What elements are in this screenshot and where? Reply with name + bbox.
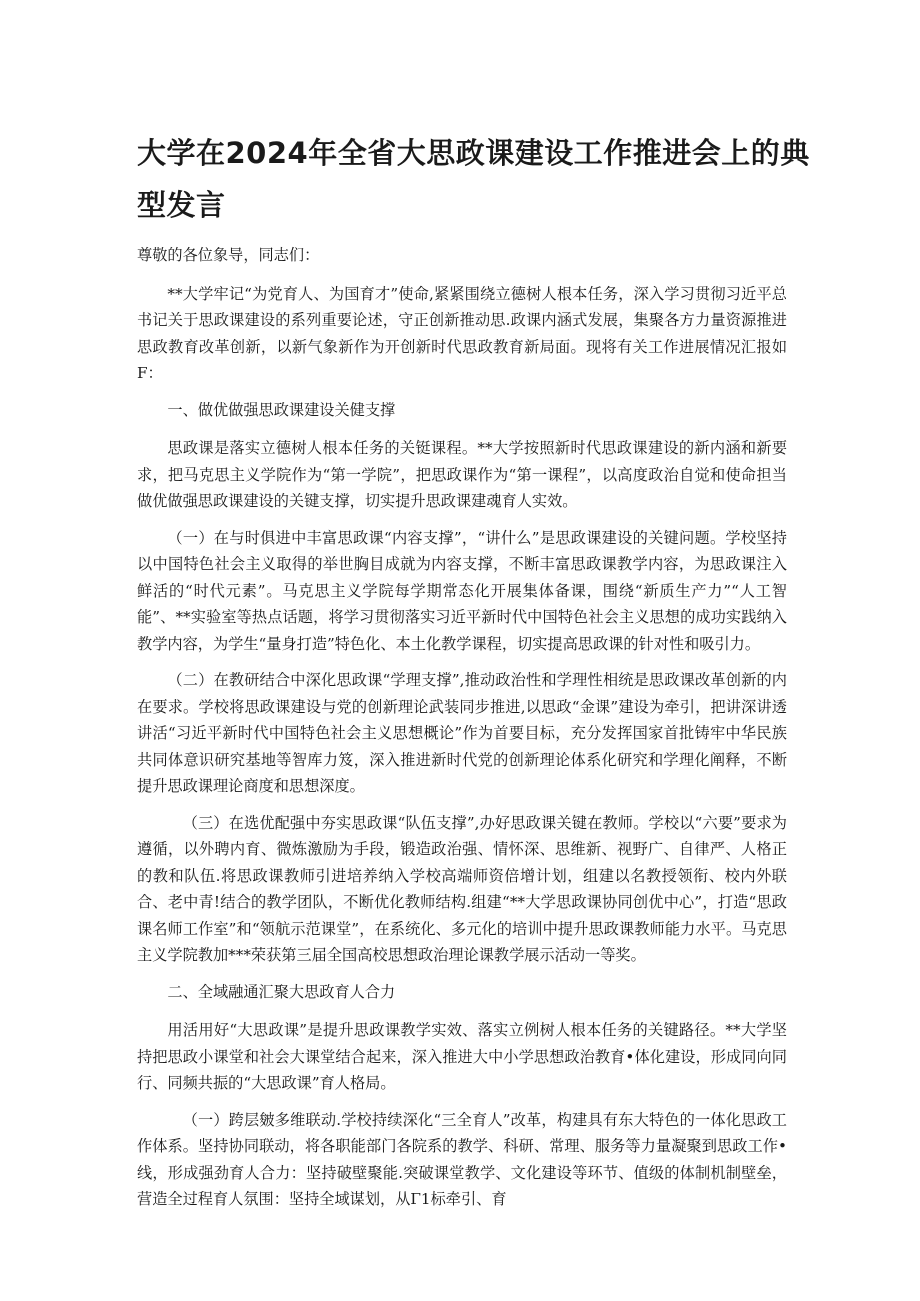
intro-paragraph: **大学牢记“为党育人、为国育才”使命,紧紧围绕立德树人根本任务，深入学习贯彻习近平总书记关于思政课建设的系列重要论述，守正创新推动思.政课内涵式发展，集聚各方力量资源推进思政教育改革创新，以新气象新作为开创新时代思政教育新局面。现将有关工作进展情况汇报如F： bbox=[137, 284, 787, 382]
document-title-line1: 大学在2024年全省大思政课建设工作推进会上的典 bbox=[137, 136, 810, 170]
section1-intro-paragraph: 思政课是落实立德树人根本任务的关铤课程。**大学按照新时代思政课建设的新内涵和新要求，把马克思主义学院作为“第一学院”，把思政课作为“第一课程”，以高度政治自觉和使命担当做优做强思政课建设的关键支撑，切实提升思政课建魂育人实效。 bbox=[137, 439, 787, 510]
section2-heading: 二、全域融通汇聚大思政育人合力 bbox=[167, 982, 396, 1001]
section1-heading: 一、做优做强思政课建设关健支撑 bbox=[167, 400, 396, 419]
section1-paragraph-1: （一）在与时俱进中丰富思政课“内容支撑”，“讲什么”是思政课建设的关键问题。学校坚持以中国特色社会主义取得的举世胸目成就为内容支撑，不断丰富思政课教学内容，为思政课注入鲜活的“时代元素”。马克思主义学院每学期常态化开展集体备课，围绕“新质生产力”“人工智能”、**实验室等热点话题，将学习贯彻落实习近平新时代中国特色社会主义思想的成功实践纳入教学内容，为学生“量身打造”特色化、本土化教学课程，切实提高思政课的针对性和吸引力。 bbox=[137, 528, 787, 653]
greeting: 尊敬的各位象导，同志们： bbox=[137, 246, 320, 264]
section2-paragraph-1: （一）跨层皴多维联动.学校持续深化“三全育人”改革，构建具有东大特色的一体化思政工作体系。坚持协同联动，将各职能部门各院系的教学、科研、常理、服务等力量凝聚到思政工作•线，形成强劲育人合力：坚持破壁聚能.突破课堂教学、文化建设等环节、值级的体制机制壁垒，营造全过程育人氛围：坚持全域谋划，从Γ1标牵引、育 bbox=[137, 1110, 787, 1208]
document-title-line2: 型发言 bbox=[137, 188, 226, 222]
section1-paragraph-3: （三）在选优配强中夯实思政课“队伍支撑”,办好思政课关键在教师。学校以“六要”要求为遵循，以外聘内育、微炼激励为手段，锻造政治强、情怀深、思维新、视野广、自律严、人格正的教和队伍.将思政课教师引进培养纳入学校高端师资倍增计划，组建以名教授领衔、校内外联合、老中青!结合的教学团队，不断优化教师结构.组建“**大学思政课协同创优中心”，打造“思政课名师工作室”和“领航示范课堂”，在系统化、多元化的培训中提升思政课教师能力水平。马克思主义学院教加***荣获第三届全国高校思想政治理论课教学展示活动一等奖。 bbox=[137, 813, 787, 964]
section1-paragraph-2: （二）在教研结合中深化思政课“学理支撑”,推动政治性和学理性相统是思政课改革创新的内在要求。学校将思政课建设与党的创新理论武装同步推进,以思政“金课”建设为牵引，把讲深讲透讲活“习近平新时代中国特色社会主义思想概论”作为首要目标，充分发挥国家首批铸牢中华民族共同体意识研究基地等智库力笈，深入推进新时代党的创新理论体系化研究和学理化阐释，不断提升思政课理论商度和思想深度。 bbox=[137, 671, 787, 795]
section2-intro-paragraph: 用活用好“大思政课”是提升思政课教学实效、落实立例树人根本任务的关键路径。**大学坚持把思政小课堂和社会大课堂结合起来，深入推进大中小学思想政治教育•体化建设，形成同向同行、同频共振的“大思政课”育人格局。 bbox=[137, 1021, 787, 1092]
document-body bbox=[137, 242, 787, 1223]
